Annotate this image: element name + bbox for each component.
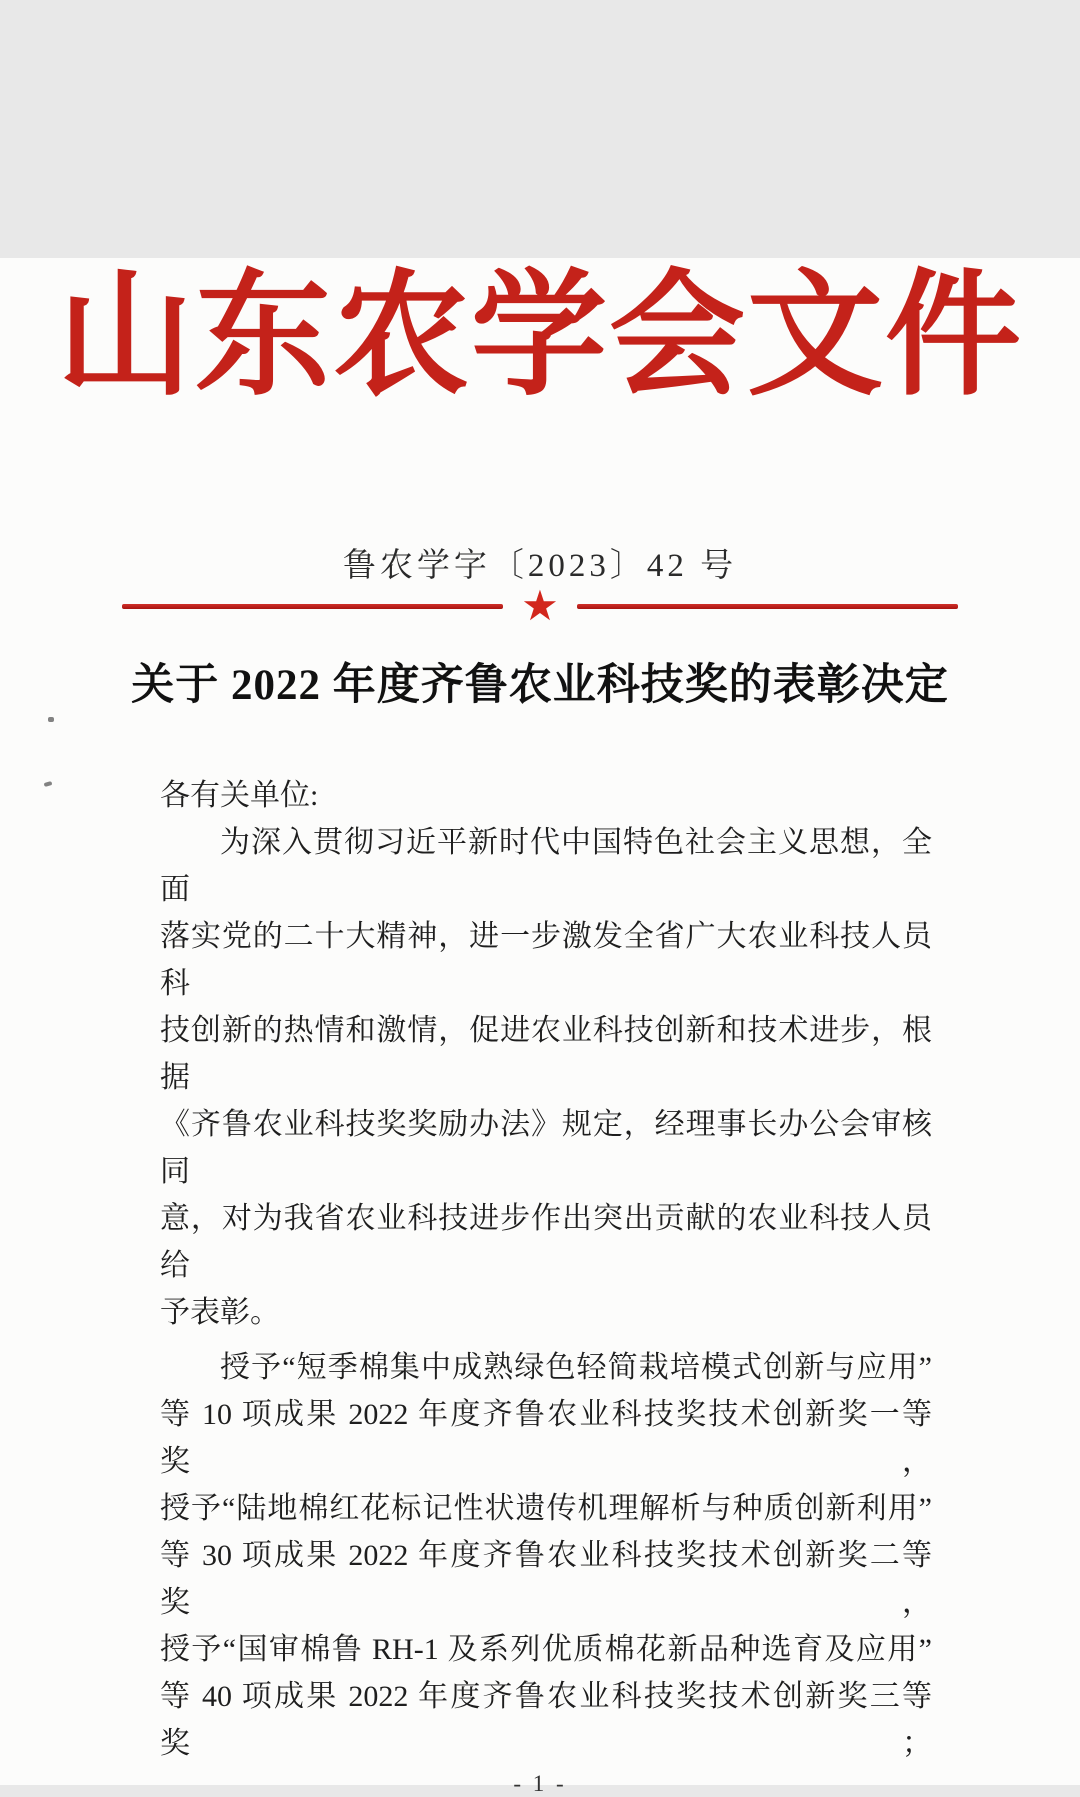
page-number: - 1 - [513, 1771, 567, 1796]
body-line: 授予“国审棉鲁 RH-1 及系列优质棉花新品种选育及应用” [160, 1633, 932, 1666]
salutation: 各有关单位: [160, 779, 319, 812]
org-title: 山东农学会文件 [57, 262, 1023, 412]
body-line: 等 40 项成果 2022 年度齐鲁农业科技奖技术创新奖三等奖； [160, 1680, 932, 1760]
document-main [0, 658, 1080, 1767]
body-line: 等 10 项成果 2022 年度齐鲁农业科技奖技术创新奖一等奖， [160, 1398, 932, 1478]
body-line: 授予“短季棉集中成熟绿色轻简栽培模式创新与应用” [220, 1351, 932, 1384]
body-line: 技创新的热情和激情，促进农业科技创新和技术进步，根据 [160, 1014, 932, 1094]
document-title: 关于 2022 年度齐鲁农业科技奖的表彰决定 [131, 662, 949, 709]
body-line: 《齐鲁农业科技奖奖励办法》规定，经理事长办公会审核同 [160, 1108, 932, 1188]
body-line: 予表彰。 [160, 1296, 280, 1329]
document-page [0, 258, 1080, 1796]
document-body [160, 772, 932, 1767]
header-divider [122, 581, 958, 630]
divider-line-left [122, 604, 503, 609]
body-line: 为深入贯彻习近平新时代中国特色社会主义思想，全面 [160, 826, 932, 906]
body-line: 授予“陆地棉红花标记性状遗传机理解析与种质创新利用” [160, 1492, 932, 1525]
document-footer [0, 1771, 1080, 1797]
body-line: 等 30 项成果 2022 年度齐鲁农业科技奖技术创新奖二等奖， [160, 1539, 932, 1619]
doc-number: 鲁农学字〔2023〕42 号 [342, 548, 738, 584]
document-header [0, 258, 1080, 630]
scan-artifact [48, 717, 54, 722]
star-icon: ★ [521, 581, 559, 630]
body-line: 落实党的二十大精神，进一步激发全省广大农业科技人员科 [160, 920, 932, 1000]
divider-line-right [577, 604, 958, 609]
body-line: 意，对为我省农业科技进步作出突出贡献的农业科技人员给 [160, 1202, 932, 1282]
